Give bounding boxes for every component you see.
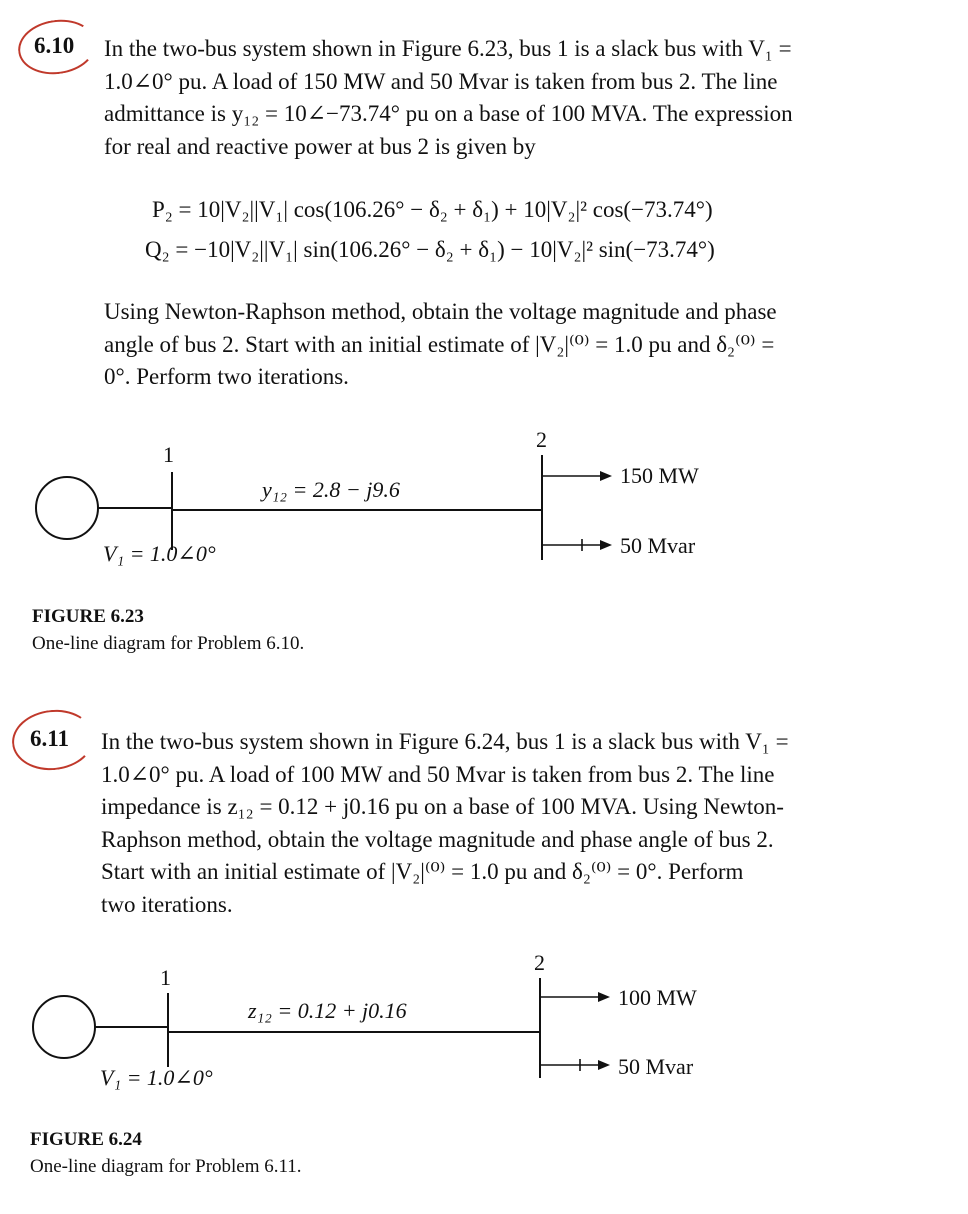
- q-load-arrowhead: [598, 1060, 610, 1070]
- line-impedance-label: z₁₂ = 0.12 + j0.16: [248, 998, 407, 1023]
- text-line: 0°. Perform two iterations.: [104, 364, 349, 389]
- text-line: for real and reactive power at bus 2 is given by: [104, 133, 536, 159]
- bus-2-label: 2: [536, 427, 547, 452]
- problem-number: 6.11: [30, 726, 69, 751]
- figure-caption-text: One-line diagram for Problem 6.10.: [32, 633, 305, 654]
- q-load-label: 50 Mvar: [618, 1054, 694, 1079]
- v1-label: V₁ = 1.0∠0°: [100, 1065, 213, 1090]
- problem-instructions: [104, 296, 928, 394]
- problem-statement: [104, 33, 928, 163]
- text-line: In the two-bus system shown in Figure 6.24, bus 1 is a slack bus with V₁ =: [101, 729, 789, 754]
- text-line: Using Newton-Raphson method, obtain the voltage magnitude and phase: [104, 299, 777, 324]
- bus-1-label: 1: [160, 965, 171, 990]
- p-load-label: 100 MW: [618, 985, 697, 1010]
- p-load-arrowhead: [600, 471, 612, 481]
- text-line: angle of bus 2. Start with an initial estimate of |V₂|⁽⁰⁾ = 1.0 pu and δ₂⁽⁰⁾ =: [104, 331, 775, 357]
- problem-statement: [101, 726, 927, 921]
- equation-p2: P₂ = 10|V₂||V₁| cos(106.26° − δ₂ + δ₁) + 10|V₂|² cos(−73.74°): [152, 197, 713, 222]
- figure-6-24: [0, 945, 968, 1195]
- text-line: admittance is y₁₂ = 10∠−73.74° pu on a base of 100 MVA. The expression: [104, 101, 793, 126]
- bus-2-label: 2: [534, 950, 545, 975]
- figure-caption-title: FIGURE 6.23: [32, 606, 144, 627]
- generator-symbol: [33, 996, 95, 1058]
- figure-caption-title: FIGURE 6.24: [30, 1129, 142, 1150]
- bus-1-label: 1: [163, 442, 174, 467]
- q-load-label: 50 Mvar: [620, 533, 696, 558]
- text-line: Raphson method, obtain the voltage magnitude and phase angle of bus 2.: [101, 826, 774, 852]
- line-admittance-label: y₁₂ = 2.8 − j9.6: [262, 477, 400, 502]
- p-load-label: 150 MW: [620, 463, 699, 488]
- text-line: Start with an initial estimate of |V₂|⁽⁰⁾ = 1.0 pu and δ₂⁽⁰⁾ = 0°. Perform: [101, 859, 744, 884]
- text-line: In the two-bus system shown in Figure 6.23, bus 1 is a slack bus with V₁ =: [104, 36, 792, 61]
- text-line: two iterations.: [101, 891, 233, 917]
- generator-symbol: [36, 477, 98, 539]
- q-load-arrowhead: [600, 540, 612, 550]
- text-line: 1.0∠0° pu. A load of 100 MW and 50 Mvar is taken from bus 2. The line: [101, 761, 775, 787]
- p-load-arrowhead: [598, 992, 610, 1002]
- text-line: impedance is z₁₂ = 0.12 + j0.16 pu on a base of 100 MVA. Using Newton-: [101, 794, 784, 819]
- problem-number: 6.10: [34, 33, 75, 58]
- figure-6-23: [0, 420, 968, 670]
- text-line: 1.0∠0° pu. A load of 150 MW and 50 Mvar is taken from bus 2. The line: [104, 68, 778, 94]
- figure-caption-text: One-line diagram for Problem 6.11.: [30, 1156, 302, 1177]
- equation-q2: Q₂ = −10|V₂||V₁| sin(106.26° − δ₂ + δ₁) − 10|V₂|² sin(−73.74°): [145, 237, 715, 262]
- v1-label: V₁ = 1.0∠0°: [103, 541, 216, 566]
